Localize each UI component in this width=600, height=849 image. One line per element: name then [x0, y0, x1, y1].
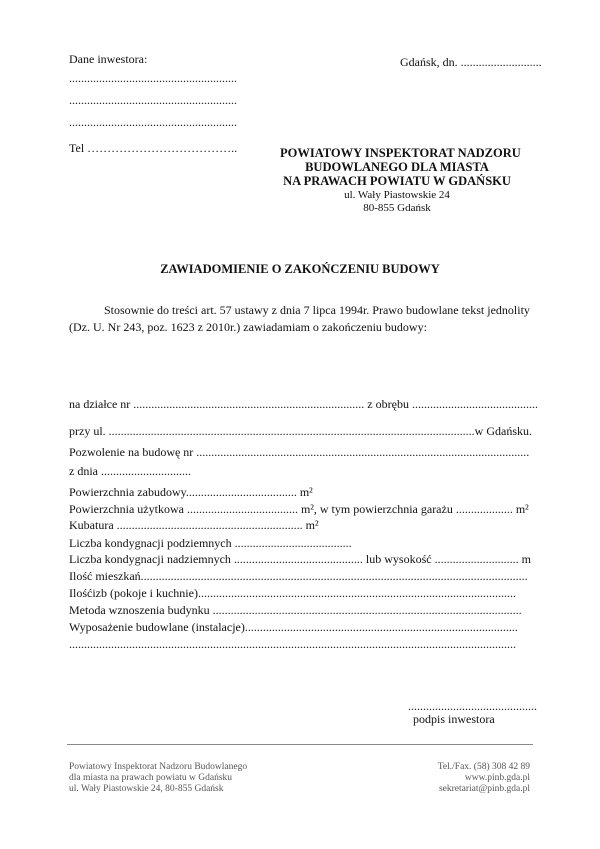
field-built-area[interactable]: Powierzchnia zabudowy..................................... m²	[69, 485, 313, 499]
footer-phone: Tel./Fax. (58) 308 42 89	[437, 762, 530, 772]
investor-phone[interactable]: Tel ………………………………..	[69, 141, 238, 155]
field-installations[interactable]: Wyposażenie budowlane (instalacje)...........................................................................................	[69, 620, 518, 634]
footer-divider	[67, 744, 533, 745]
field-street[interactable]: przy ul. ..........................................................................................................................w Gdańsku.	[69, 424, 532, 438]
recipient-street: ul. Wały Piastowskie 24	[344, 189, 450, 201]
field-permit-date[interactable]: z dnia ..............................	[69, 464, 191, 478]
intro-line-2: (Dz. U. Nr 243, poz. 1623 z 2010r.) zawiadamiam o zakończeniu budowy:	[69, 320, 427, 334]
field-rooms[interactable]: Ilośćizb (pokoje i kuchnie)..........................................................................................................	[69, 586, 516, 600]
footer-email-link[interactable]: sekretariat@pinb.gda.pl	[438, 784, 530, 794]
field-plot[interactable]: na działce nr ............................................................................. z obrębu ..........................................	[69, 397, 538, 411]
field-extra-line[interactable]: .....................................................................................................................................................	[69, 637, 516, 651]
field-usable-area[interactable]: Powierzchnia użytkowa ..................................... m², w tym powierzchnia garażu ................... m²	[69, 502, 529, 516]
place-date[interactable]: Gdańsk, dn. ...........................	[400, 55, 542, 69]
intro-line-1: Stosownie do treści art. 57 ustawy z dnia 7 lipca 1994r. Prawo budowlane tekst jednolity	[104, 303, 530, 317]
recipient-line-3: NA PRAWACH POWIATU W GDAŃSKU	[283, 174, 511, 188]
field-storeys-overground[interactable]: Liczba kondygnacji nadziemnych ........................................... lub wysokość ............................ m	[69, 552, 531, 566]
footer-org-scope: dla miasta na prawach powiatu w Gdańsku	[69, 773, 233, 783]
document-title: ZAWIADOMIENIE O ZAKOŃCZENIU BUDOWY	[160, 262, 440, 276]
field-storeys-underground[interactable]: Liczba kondygnacji podziemnych .......................................	[69, 536, 352, 550]
recipient-line-1: POWIATOWY INSPEKTORAT NADZORU	[280, 146, 521, 160]
footer-website-link[interactable]: www.pinb.gda.pl	[464, 773, 530, 783]
field-construction-method[interactable]: Metoda wznoszenia budynku .......................................................................................................	[69, 603, 522, 617]
footer-org-address: ul. Wały Piastowskie 24, 80-855 Gdańsk	[69, 784, 224, 794]
field-flats[interactable]: Ilość mieszkań.................................................................................................................................	[69, 569, 528, 583]
investor-line-1[interactable]: ........................................................	[69, 71, 237, 85]
footer-org-name: Powiatowy Inspektorat Nadzoru Budowlanego	[69, 762, 248, 772]
investor-line-2[interactable]: ........................................................	[69, 93, 237, 107]
field-volume[interactable]: Kubatura .............................................................. m²	[69, 518, 319, 532]
signature-label: podpis inwestora	[413, 712, 495, 726]
field-permit[interactable]: Pozwolenie na budowę nr ...............................................................................................................	[69, 445, 530, 459]
recipient-city: 80-855 Gdańsk	[363, 202, 431, 214]
investor-line-3[interactable]: ........................................................	[69, 115, 237, 129]
investor-label: Dane inwestora:	[69, 52, 148, 66]
recipient-line-2: BUDOWLANEGO DLA MIASTA	[305, 160, 489, 174]
signature-line[interactable]: ...........................................	[408, 699, 537, 713]
